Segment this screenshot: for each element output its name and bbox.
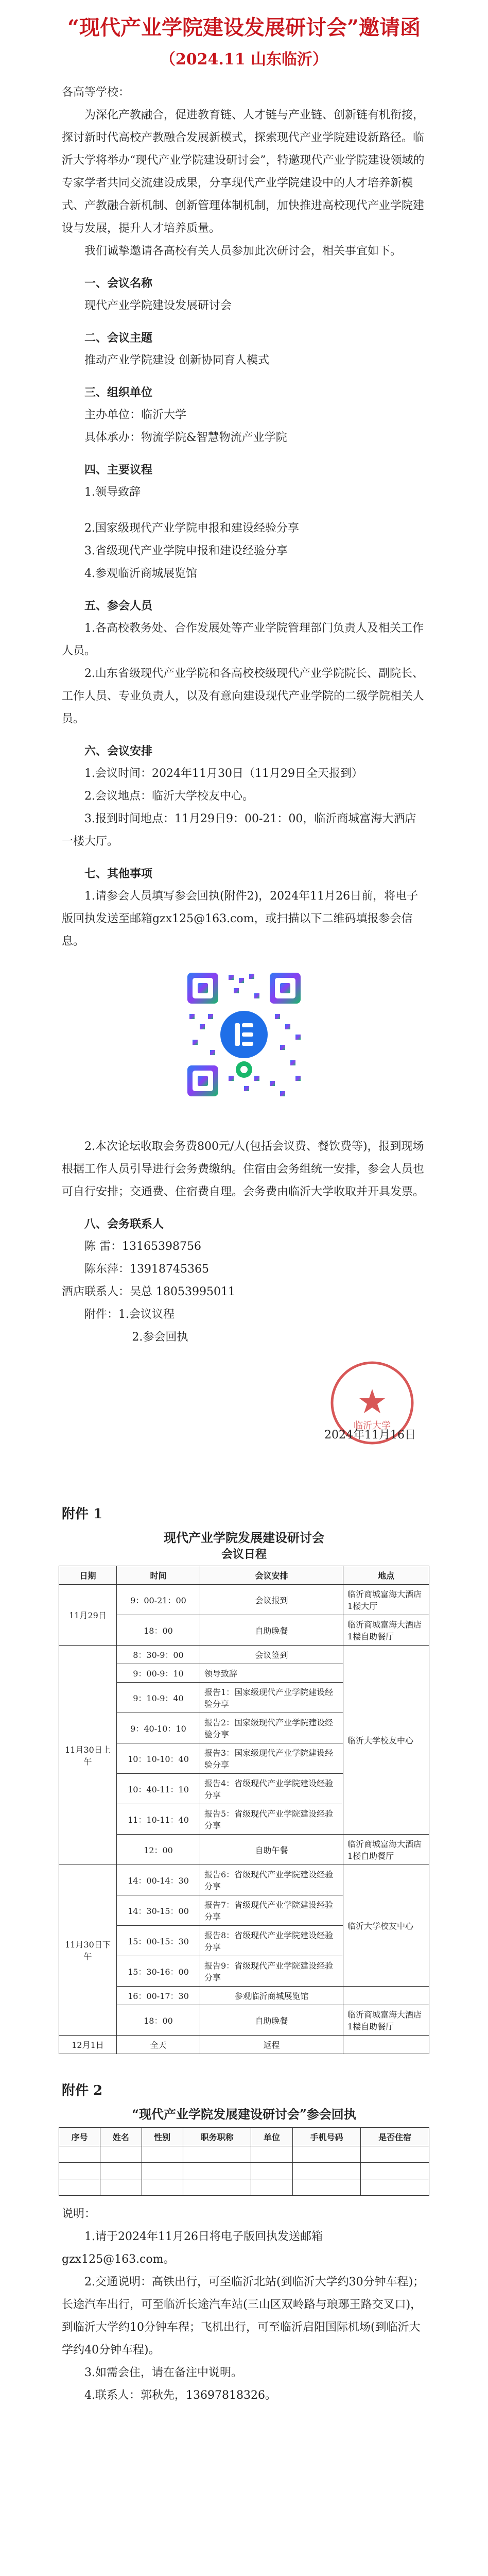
- schedule-date: 11月30日上午: [59, 1646, 117, 1865]
- schedule-time: 18：00: [117, 1615, 200, 1646]
- receipt-header-cell: 职务职称: [183, 2128, 251, 2146]
- attachment-2: 2.参会回执: [132, 1331, 188, 1344]
- schedule-time: 11：10-11：40: [117, 1804, 200, 1835]
- qr-code-icon: [177, 962, 311, 1117]
- schedule-item: 报告3：国家级现代产业学院建设经验分享: [200, 1743, 343, 1774]
- receipt-header-cell: 单位: [251, 2128, 292, 2146]
- note-item: 1.请于2024年11月26日将电子版回执发送邮箱gzx125@163.com。: [62, 2230, 323, 2266]
- participants-1: 1.各高校教务处、合作发展处等产业学院管理部门负责人及相关工作人员。: [62, 622, 424, 657]
- signature-block: [0, 1349, 488, 1478]
- schedule-time: 14：00-14：30: [117, 1865, 200, 1895]
- meeting-name: 现代产业学院建设发展研讨会: [84, 299, 232, 312]
- table-row: [59, 2146, 429, 2163]
- invite-paragraph: 我们诚挚邀请各高校有关人员参加此次研讨会，相关事宜如下。: [84, 245, 402, 258]
- annex-1-label: 附件 1: [62, 1506, 103, 1522]
- section-heading-agenda: 四、主要议程: [84, 463, 153, 477]
- contact-item: 酒店联系人：吴总 18053995011: [62, 1285, 235, 1298]
- note-item: 3.如需会住，请在备注中说明。: [84, 2366, 242, 2379]
- note-item: 4.联系人：郭秋先，13697818326。: [84, 2389, 276, 2402]
- schedule-time: 9：40-10：10: [117, 1713, 200, 1743]
- schedule-place: 临沂商城富海大酒店1楼自助餐厅: [343, 1835, 429, 1865]
- schedule-time: 9：00-9：10: [117, 1664, 200, 1683]
- schedule-place: 临沂大学校友中心: [343, 1646, 429, 1835]
- annex-2-label: 附件 2: [62, 2083, 103, 2098]
- schedule-header-row: [59, 1566, 429, 1585]
- table-row: [59, 1865, 429, 1895]
- document-subtitle: （2024.11 山东临沂）: [160, 50, 328, 69]
- section-heading-theme: 二、会议主题: [84, 331, 153, 345]
- receipt-title: “现代产业学院发展建设研讨会”参会回执: [132, 2107, 356, 2122]
- schedule-date: 11月30日下午: [59, 1865, 117, 2036]
- arrangement-checkin: 3.报到时间地点：11月29日9：00-21：00，临沂商城富海大酒店一楼大厅。: [62, 812, 416, 848]
- schedule-item: 报告7：省级现代产业学院建设经验分享: [200, 1895, 343, 1926]
- receipt-notes: [0, 2203, 488, 2407]
- schedule-item: 自助午餐: [200, 1835, 343, 1865]
- schedule-time: 15：00-15：30: [117, 1926, 200, 1956]
- meeting-theme: 推动产业学院建设 创新协同育人模式: [84, 354, 269, 367]
- qr-code-block: [0, 962, 488, 1117]
- schedule-item: 返程: [200, 2036, 343, 2054]
- schedule-header-cell: 会议安排: [200, 1566, 343, 1585]
- schedule-time: 18：00: [117, 2005, 200, 2036]
- receipt-header-row: [59, 2128, 429, 2146]
- notes-label: 说明：: [62, 2208, 96, 2221]
- schedule-item: 自助晚餐: [200, 1615, 343, 1646]
- schedule-date: 11月29日: [59, 1585, 117, 1646]
- schedule-place: 临沂商城富海大酒店1楼大厅: [343, 1585, 429, 1615]
- schedule-time: 15：30-16：00: [117, 1956, 200, 1987]
- schedule-place: 临沂商城富海大酒店1楼自助餐厅: [343, 2005, 429, 2036]
- schedule-item: 报告2：国家级现代产业学院建设经验分享: [200, 1713, 343, 1743]
- receipt-table: [59, 2127, 429, 2196]
- section-heading-participants: 五、参会人员: [84, 599, 153, 613]
- document-title: “现代产业学院建设发展研讨会”邀请函: [67, 15, 421, 40]
- arrangement-time: 1.会议时间：2024年11月30日（11月29日全天报到）: [84, 767, 363, 780]
- schedule-time: 12：00: [117, 1835, 200, 1865]
- schedule-item: 报告9：省级现代产业学院建设经验分享: [200, 1956, 343, 1987]
- agenda-item: 3.省级现代产业学院申报和建设经验分享: [84, 545, 288, 557]
- table-row: [59, 2163, 429, 2179]
- schedule-item: 自助晚餐: [200, 2005, 343, 2036]
- attachment-1: 附件：1.会议议程: [84, 1308, 175, 1321]
- schedule-item: 报告8：省级现代产业学院建设经验分享: [200, 1926, 343, 1956]
- section-heading-other: 七、其他事项: [84, 867, 153, 880]
- schedule-time: 10：10-10：40: [117, 1743, 200, 1774]
- note-item: 2.交通说明：高铁出行，可至临沂北站(到临沂大学约30分钟车程)；长途汽车出行，可至临沂长途汽车站(三山区双岭路与琅琊王路交叉口)，到临沂大学约10分钟车程；飞机出行，可至临沂启阳国际机场(到临沂大学约40分钟车程)。: [62, 2276, 425, 2357]
- schedule-item: 报告6：省级现代产业学院建设经验分享: [200, 1865, 343, 1895]
- schedule-table: [59, 1566, 429, 2054]
- arrangement-place: 2.会议地点：临沂大学校友中心。: [84, 790, 254, 803]
- schedule-item: 会议签到: [200, 1646, 343, 1664]
- schedule-date: 12月1日: [59, 2036, 117, 2054]
- schedule-item: 报告1：国家级现代产业学院建设经验分享: [200, 1683, 343, 1713]
- schedule-time: 9：10-9：40: [117, 1683, 200, 1713]
- table-row: [59, 2179, 429, 2196]
- contact-item: 陈东萍：13918745365: [84, 1263, 209, 1276]
- schedule-time: 14：30-15：00: [117, 1895, 200, 1926]
- schedule-header-cell: 日期: [59, 1566, 117, 1585]
- schedule-place: [343, 2036, 429, 2054]
- schedule-item: 报告5：省级现代产业学院建设经验分享: [200, 1804, 343, 1835]
- schedule-place: 临沂商城富海大酒店1楼自助餐厅: [343, 1615, 429, 1646]
- registration-qr-code[interactable]: [177, 962, 311, 1117]
- sign-date: 2024年11月16日: [324, 1429, 416, 1442]
- letter-body-continued: [0, 1122, 488, 1349]
- schedule-item: 报告4：省级现代产业学院建设经验分享: [200, 1774, 343, 1804]
- schedule-time: 9：00-21：00: [117, 1585, 200, 1615]
- section-heading-organizers: 三、组织单位: [84, 386, 153, 399]
- schedule-time: 8：30-9：00: [117, 1646, 200, 1664]
- host-unit: 主办单位：临沂大学: [84, 409, 187, 421]
- table-row: [59, 1585, 429, 1615]
- other-item-2: 2.本次论坛收取会务费800元/人(包括会议费、餐饮费等)，报到现场根据工作人员引导进行会务费缴纳。住宿由会务组统一安排，参会人员也可自行安排；交通费、住宿费自理。会务费由临沂大学收取并开具发票。: [62, 1140, 425, 1198]
- receipt-header-cell: 性别: [142, 2128, 183, 2146]
- schedule-place: 临沂大学校友中心: [343, 1865, 429, 1987]
- section-heading-contacts: 八、会务联系人: [84, 1217, 164, 1231]
- schedule-title: 现代产业学院发展建设研讨会: [164, 1530, 324, 1545]
- schedule-item: 会议报到: [200, 1585, 343, 1615]
- receipt-header-cell: 姓名: [100, 2128, 142, 2146]
- other-item-1: 1.请参会人员填写参会回执(附件2)，2024年11月26日前，将电子版回执发送至邮箱gzx125@163.com，或扫描以下二维码填报参会信息。: [62, 890, 419, 948]
- agenda-item: 4.参观临沂商城展览馆: [84, 567, 197, 580]
- organizer-unit: 具体承办：物流学院&智慧物流产业学院: [84, 431, 287, 444]
- salutation: 各高等学校：: [62, 86, 130, 99]
- agenda-item: 1.领导致辞: [84, 486, 141, 499]
- seal-text: 临沂大学: [354, 1420, 391, 1431]
- receipt-header-cell: 是否住宿: [361, 2128, 429, 2146]
- schedule-item: 参观临沂商城展览馆: [200, 1987, 343, 2005]
- receipt-header-cell: 手机号码: [292, 2128, 361, 2146]
- schedule-time: 16：00-17：30: [117, 1987, 200, 2005]
- letter-body: [0, 81, 488, 953]
- schedule-subtitle: 会议日程: [221, 1548, 267, 1561]
- agenda-item: 2.国家级现代产业学院申报和建设经验分享: [84, 522, 299, 535]
- table-row: [59, 2036, 429, 2054]
- section-heading-name: 一、会议名称: [84, 277, 153, 290]
- contact-item: 陈 雷：13165398756: [84, 1240, 201, 1253]
- schedule-item: 领导致辞: [200, 1664, 343, 1683]
- schedule-time: 10：40-11：10: [117, 1774, 200, 1804]
- table-row: [59, 1646, 429, 1664]
- schedule-header-cell: 地点: [343, 1566, 429, 1585]
- section-heading-arrangement: 六、会议安排: [84, 744, 153, 758]
- schedule-place: [343, 1987, 429, 2005]
- intro-paragraph: 为深化产教融合，促进教育链、人才链与产业链、创新链有机衔接，探讨新时代高校产教融合发展新模式，探索现代产业学院建设新路径。临沂大学将举办“现代产业学院建设研讨会”，特邀现代产业学院建设领域的专家学者共同交流建设成果，分享现代产业学院建设中的人才培养新模式、产教融合新机制、创新管理体制机制，加快推进高校现代产业学院建设与发展，提升人才培养质量。: [62, 109, 425, 235]
- schedule-header-cell: 时间: [117, 1566, 200, 1585]
- participants-2: 2.山东省级现代产业学院和各高校校级现代产业学院院长、副院长、工作人员、专业负责人，以及有意向建设现代产业学院的二级学院相关人员。: [62, 667, 425, 725]
- schedule-time: 全天: [117, 2036, 200, 2054]
- receipt-header-cell: 序号: [59, 2128, 100, 2146]
